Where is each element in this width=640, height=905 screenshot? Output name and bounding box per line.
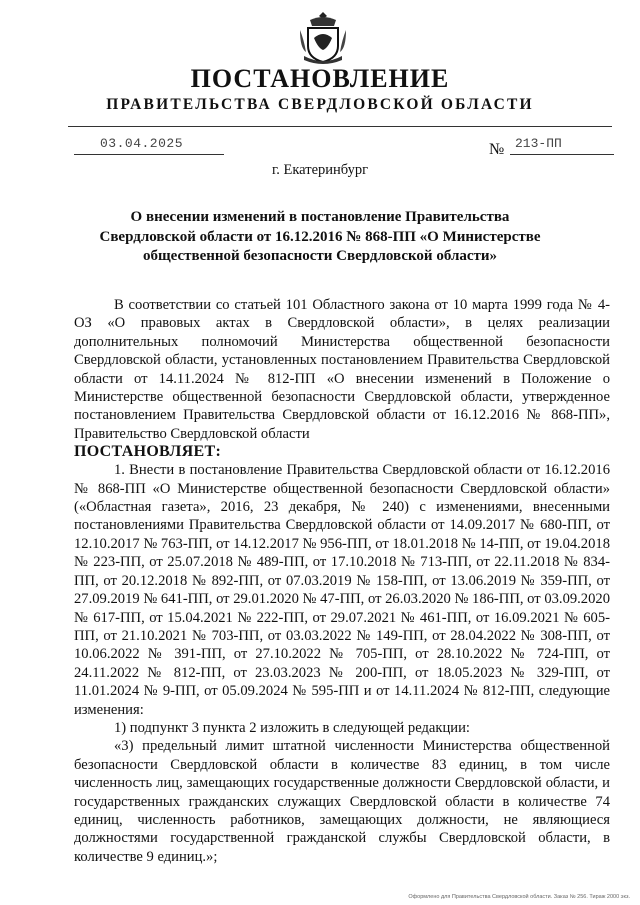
resolves-heading: ПОСТАНОВЛЯЕТ:: [74, 443, 222, 461]
preamble-paragraph: В соответствии со статьей 101 Областного закона от 10 марта 1999 года № 4-ОЗ «О правовых актах в Свердловской области», в целях реализации дополнительных полномочий Министерства общественной безопасности Свердловской области, установленных постановлением Правительства Свердловской области от 14.11.2024 № 812-ПП «О внесении изменений в Положение о Министерстве общественной безопасности Свердловской области, утвержденное постановлением Правительства Свердловской области от 16.12.2016 № 868-ПП», Правительство Свердловской области: [74, 297, 610, 442]
number-underline: [510, 154, 614, 155]
document-title: ПОСТАНОВЛЕНИЕ: [190, 64, 450, 93]
document-body: [74, 296, 610, 866]
coat-of-arms-emblem: [298, 10, 348, 66]
item-1-paragraph: 1. Внести в постановление Правительства Свердловской области от 16.12.2016 № 868-ПП «О Министерстве общественной безопасности Свердловской области» («Областная газета», 2016, 23 декабря, № 240) с изменениями, внесенными постановлениями Правительства Свердловской области от 14.09.2017 № 680-ПП, от 12.10.2017 № 763-ПП, от 14.12.2017 № 956-ПП, от 18.01.2018 № 14-ПП, от 19.04.2018 № 223-ПП, от 25.07.2018 № 489-ПП, от 17.10.2018 № 713-ПП, от 22.11.2018 № 834-ПП, от 20.12.2018 № 892-ПП, от 07.03.2019 № 158-ПП, от 13.06.2019 № 359-ПП, от 27.09.2019 № 641-ПП, от 29.01.2020 № 47-ПП, от 26.03.2020 № 186-ПП, от 03.09.2020 № 617-ПП, от 15.04.2021 № 222-ПП, от 29.07.2021 № 461-ПП, от 16.09.2021 № 605-ПП, от 21.10.2021 № 703-ПП, от 03.03.2022 № 149-ПП, от 28.04.2022 № 308-ПП, от 10.06.2022 № 391-ПП, от 27.10.2022 № 705-ПП, от 28.10.2022 № 724-ПП, от 24.11.2022 № 812-ПП, от 23.03.2023 № 200-ПП, от 18.05.2023 № 329-ПП, от 11.01.2024 № 9-ПП, от 05.09.2024 № 595-ПП и от 14.11.2024 № 812-ПП, следующие изменения:: [74, 462, 610, 718]
city: г. Екатеринбург: [271, 162, 369, 178]
number-sign: №: [489, 141, 505, 158]
document-heading: О внесении изменений в постановление Правительства Свердловской области от 16.12.2016 № 868-ПП «О Министерстве общественной безопасности Свердловской области»: [99, 209, 541, 264]
subitem-1-paragraph: 1) подпункт 3 пункта 2 изложить в следующей редакции:: [114, 719, 470, 736]
print-footer: Оформлено для Правительства Свердловской области. Заказ № 256. Тираж 2000 экз.: [408, 894, 630, 900]
date-underline: [74, 154, 224, 155]
issuer-name: ПРАВИТЕЛЬСТВА СВЕРДЛОВСКОЙ ОБЛАСТИ: [106, 96, 534, 113]
document-number: 213-ПП: [515, 136, 562, 151]
header-divider: [68, 126, 612, 127]
quoted-text-paragraph: «3) предельный лимит штатной численности Министерства общественной безопасности Свердловской области в количестве 83 единиц, в том числе численность лиц, замещающих государственные должности Свердловской области, и государственных гражданских служащих Свердловской области в количестве 74 единиц, численность работников, замещающих должности, не являющиеся должностями государственной гражданской службы Свердловской области, в количестве 9 единиц.»;: [74, 738, 610, 865]
document-date: 03.04.2025: [100, 136, 184, 151]
